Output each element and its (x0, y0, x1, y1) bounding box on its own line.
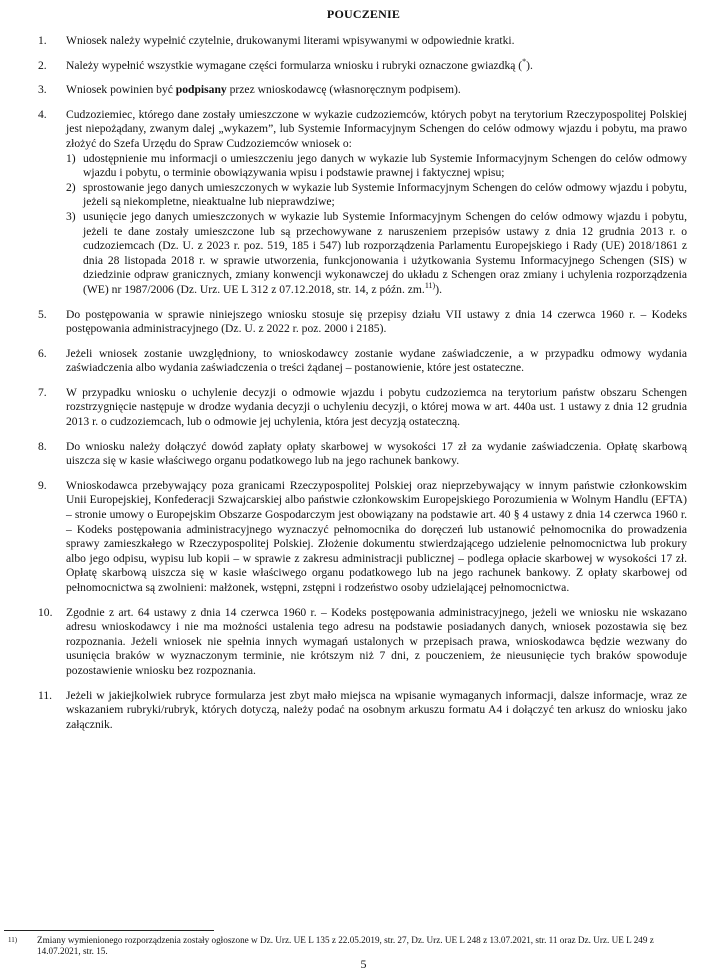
list-item (0, 56, 727, 74)
item-text: Do wniosku należy dołączyć dowód zapłaty opłaty skarbowej w wysokości 17 zł za wydanie zaświadczenia. Opłatę skarbową uiszcza się w kasie właściwego organu podatkowego lub na jego rachunek bankowy. (66, 439, 687, 468)
sub-item-number: 1) (66, 151, 76, 165)
list-item (0, 479, 727, 596)
sub-item-text: udostępnienie mu informacji o umieszczeniu jego danych w wykazie lub Systemie Informacyjnym Schengen do celów odmowy wjazdu i pobytu, o terminie obowiązywania wpisu i podstawie prawnej i faktycznej wpisu; (83, 151, 687, 180)
instructions-list (0, 34, 727, 742)
item-text-end: . (530, 58, 533, 72)
item-text: Zgodnie z art. 64 ustawy z dnia 14 czerwca 1960 r. – Kodeks postępowania administracyjnego, jeżeli we wniosku nie wskazano adresu wnioskodawcy i nie ma możności ustalenia tego adresu na podstawie posiadanych danych, wniosek pozostawia się bez rozpoznania. Jeżeli wniosek nie spełnia innych wymagań ustalonych w przepisach prawa, wnioskodawca będzie wezwany do usunięcia braków w wyznaczonym terminie, nie krótszym niż 7 dni, z pouczeniem, że nieusunięcie tych braków spowoduje pozostawienie wniosku bez rozpoznania. (66, 605, 687, 677)
item-text: Do postępowania w sprawie niniejszego wniosku stosuje się przepisy działu VII ustawy z dnia 14 czerwca 1960 r. – Kodeks postępowania administracyjnego (Dz. U. z 2022 r. poz. 2000 i 2185). (66, 307, 687, 336)
item-number: 10. (38, 605, 53, 619)
item-text: Wniosek należy wypełnić czytelnie, drukowanymi literami wpisywanymi w odpowiednie kratki. (66, 34, 515, 47)
sub-item-text-end: ). (435, 282, 442, 296)
footnote-ref: 11) (424, 281, 436, 291)
page-title: POUCZENIE (326, 7, 401, 21)
sub-item (66, 152, 687, 181)
bold-word: podpisany (175, 83, 227, 97)
list-item (0, 606, 727, 679)
list-item (0, 689, 727, 733)
sub-item-number: 3) (66, 209, 76, 223)
item-text: Wnioskodawca przebywający poza granicami Rzeczypospolitej Polskiej oraz nieprzebywający w innym państwie członkowskim Unii Europejskiej, Konfederacji Szwajcarskiej albo państwie członkowskim Europejskiego Porozumienia w Wolnym Handlu (EFTA) – stronie umowy o Europejskim Obszarze Gospodarczym jest obowiązany na podstawie art. 40 § 4 ustawy z dnia 14 czerwca 1960 r. – Kodeks postępowania administracyjnego wyznaczyć pełnomocnika do doręczeń lub ustanowić pełnomocnika do prowadzenia sprawy zamieszkałego w Rzeczypospolitej Polskiej. Złożenie dokumentu stwierdzającego udzielenie pełnomocnictwa lub prokury albo jego odpisu, wypisu lub kopii – w sprawie z zakresu administracji publicznej – podlega opłacie skarbowej w wysokości 17 zł. Opłatę skarbową uiszcza się w kasie właściwego organu podatkowego lub na jego rachunek bankowy. Z opłaty skarbowej od pełnomocnictwa są zwolnieni: małżonek, wstępni, zstępni i rodzeństwo osoby udzielającej pełnomocnictwa. (66, 478, 687, 594)
footnote-text: Zmiany wymienionego rozporządzenia zostały ogłoszone w Dz. Urz. UE L 135 z 22.05.2019, str. 27, Dz. Urz. UE L 248 z 13.07.2021, str. 11 oraz Dz. Urz. UE L 249 z 14.07.2021, str. 15. (37, 935, 654, 957)
sub-item-number: 2) (66, 180, 76, 194)
sub-item-text: usunięcie jego danych umieszczonych w wykazie lub Systemie Informacyjnym Schengen do celów odmowy wjazdu i pobytu, jeżeli te dane zostały umieszczone lub są przechowywane z naruszeniem przepisów ustawy z dnia 12 grudnia 2013 r. o cudzoziemcach (Dz. U. z 2023 r. poz. 519, 185 i 547) lub rozporządzenia Parlamentu Europejskiego i Rady (UE) 2018/1861 z dnia 28 listopada 2018 r. w sprawie utworzenia, funkcjonowania i użytkowania Systemu Informacyjnego Schengen (SIS) w dziedzinie odpraw granicznych, zmiany konwencji wykonawczej do układu z Schengen oraz zmiany i uchylenia rozporządzenia (WE) nr 1987/2006 (Dz. Urz. UE L 312 z 07.12.2018, str. 14, z późn. zm. (83, 209, 687, 296)
item-number: 6. (38, 346, 47, 360)
asterisk-mark: * (522, 56, 527, 66)
item-text: Należy wypełnić wszystkie wymagane części formularza wniosku i rubryki oznaczone gwiazdką ( (66, 58, 523, 72)
asterisk-paren: ) (526, 58, 531, 72)
sub-item (66, 210, 687, 298)
list-item (0, 108, 727, 298)
sub-item-text: sprostowanie jego danych umieszczonych w wykazie lub Systemie Informacyjnym Schengen do celów odmowy wjazdu i pobytu, jeżeli są niekompletne, nieaktualne lub nieprawdziwe; (83, 180, 687, 209)
footnote-mark: 11) (8, 936, 18, 944)
sub-item (66, 181, 687, 210)
item-number: 5. (38, 307, 47, 321)
list-item (0, 440, 727, 469)
list-item (0, 347, 727, 376)
item-text: Wniosek powinien być (66, 83, 176, 97)
item-number: 7. (38, 385, 47, 399)
item-number: 4. (38, 107, 47, 121)
list-item (0, 308, 727, 337)
footnote-divider (4, 930, 214, 931)
item-number: 9. (38, 478, 47, 492)
item-number: 3. (38, 83, 47, 97)
item-text: Jeżeli w jakiejkolwiek rubryce formularza jest zbyt mało miejsca na wpisanie wymaganych informacji, dalsze informacje, wraz ze wskazaniem rubryki/rubryk, których dotyczą, należy podać na osobnym arkuszu formatu A4 i dołączyć ten arkusz do wniosku jako załącznik. (66, 688, 687, 731)
item-text: W przypadku wniosku o uchylenie decyzji o odmowie wjazdu i pobytu cudzoziemca na terytorium państw obszaru Schengen rozstrzygnięcie następuje w drodze wydania decyzji o uchyleniu decyzji, o której mowa w art. 440a ust. 1 ustawy z dnia 12 grudnia 2013 r. o cudzoziemcach, lub o odmowie jej uchylenia, która jest decyzją ostateczną. (66, 385, 687, 429)
list-item (0, 386, 727, 430)
list-item (0, 34, 727, 49)
list-item (0, 83, 727, 98)
footnote (4, 935, 691, 958)
item-text-end: przez wnioskodawcę (własnoręcznym podpisem). (226, 83, 461, 97)
item-text: Jeżeli wniosek zostanie uwzględniony, to wnioskodawcy zostanie wydane zaświadczenie, a w przypadku odmowy wydania zaświadczenia albo wydania zaświadczenia o treści żądanej – postanowienie, które jest ostateczne. (66, 346, 687, 375)
item-number: 8. (38, 439, 47, 453)
item-number: 2. (38, 58, 47, 72)
item-text: Cudzoziemiec, którego dane zostały umieszczone w wykazie cudzoziemców, których pobyt na terytorium Rzeczypospolitej Polskiej jest niepożądany, zwanym dalej „wykazem”, lub Systemie Informacyjnym Schengen do celów odmowy wjazdu i pobytu, ma prawo złożyć do Szefa Urzędu do Spraw Cudzoziemców wniosek o: (66, 107, 687, 150)
item-number: 11. (38, 688, 53, 702)
item-number: 1. (38, 34, 47, 47)
page-number: 5 (360, 957, 367, 971)
